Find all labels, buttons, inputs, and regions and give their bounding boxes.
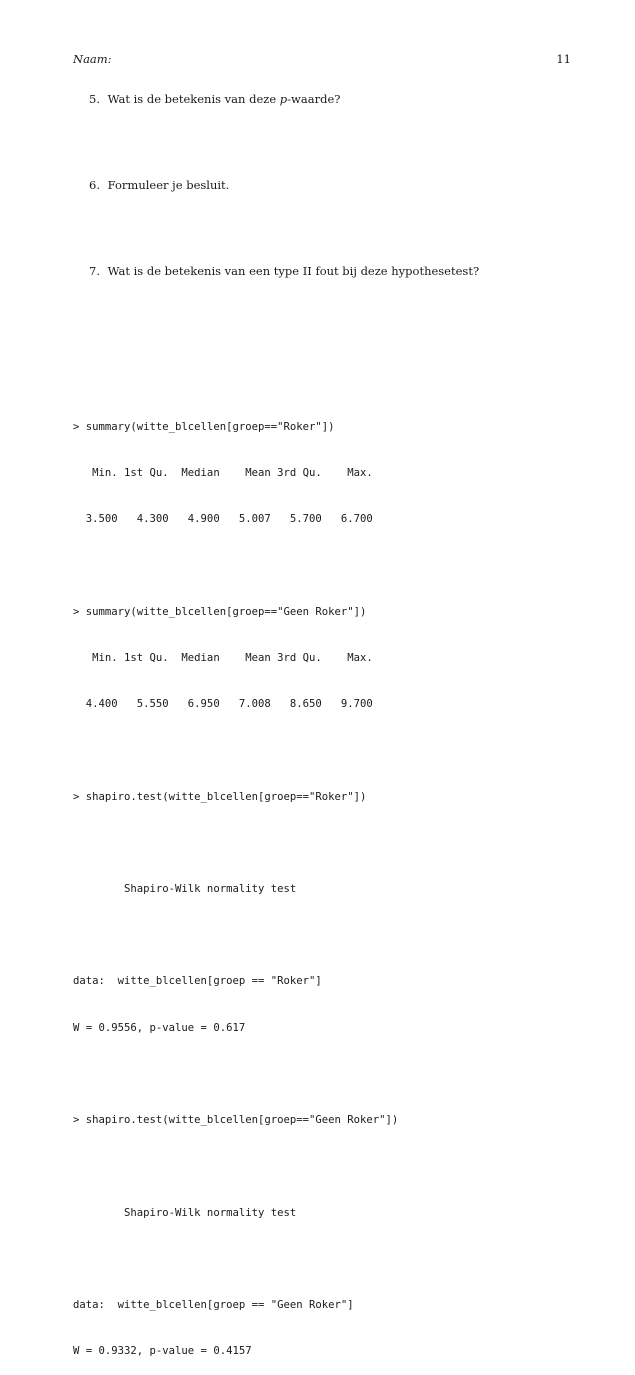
r-output-line: Shapiro-Wilk normality test bbox=[73, 1206, 297, 1219]
r-output-line: > summary(witte_blcellen[groep=="Geen Roker"]) bbox=[73, 605, 367, 618]
page-number: 11 bbox=[556, 52, 571, 66]
question-5-text-before: Wat is de betekenis van deze bbox=[107, 92, 280, 106]
question-7-number: 7. bbox=[89, 264, 100, 278]
r-output-line: data: witte_blcellen[groep == "Geen Roker"] bbox=[73, 1298, 354, 1311]
r-output-line bbox=[73, 836, 398, 851]
r-output-line: > shapiro.test(witte_blcellen[groep=="Roker"]) bbox=[73, 790, 367, 803]
r-output-line bbox=[73, 928, 398, 943]
r-output-line: 3.500 4.300 4.900 5.007 5.700 6.700 bbox=[73, 513, 373, 526]
r-output-line: W = 0.9332, p-value = 0.4157 bbox=[73, 1345, 252, 1358]
r-output-line: W = 0.9556, p-value = 0.617 bbox=[73, 1021, 246, 1034]
r-output-line bbox=[73, 558, 398, 573]
r-output-line: Min. 1st Qu. Median Mean 3rd Qu. Max. bbox=[73, 467, 373, 480]
r-output-line: Min. 1st Qu. Median Mean 3rd Qu. Max. bbox=[73, 651, 373, 664]
r-output-line bbox=[73, 1067, 398, 1082]
r-output-line bbox=[73, 1252, 398, 1267]
r-output-line: 4.400 5.550 6.950 7.008 8.650 9.700 bbox=[73, 698, 373, 711]
r-output-line bbox=[73, 1159, 398, 1174]
question-6 bbox=[89, 178, 229, 192]
r-output-line: > summary(witte_blcellen[groep=="Roker"]) bbox=[73, 420, 335, 433]
r-output-line: Shapiro-Wilk normality test bbox=[73, 883, 297, 895]
question-7-text: Wat is de betekenis van een type II fout bij deze hypothesetest? bbox=[107, 264, 480, 278]
r-output-line bbox=[73, 743, 398, 758]
r-output-block bbox=[73, 389, 398, 1375]
question-6-number: 6. bbox=[89, 178, 100, 192]
question-5-italic-p: p bbox=[279, 92, 288, 106]
question-5-number: 5. bbox=[89, 92, 100, 106]
question-5-text-after: -waarde? bbox=[287, 92, 341, 106]
r-output-line: > shapiro.test(witte_blcellen[groep=="Geen Roker"]) bbox=[73, 1114, 399, 1127]
header-name-label: Naam: bbox=[73, 52, 112, 66]
r-output-line: data: witte_blcellen[groep == "Roker"] bbox=[73, 975, 322, 988]
question-7 bbox=[89, 264, 479, 278]
question-6-text: Formuleer je besluit. bbox=[107, 178, 230, 192]
question-5 bbox=[89, 92, 340, 106]
